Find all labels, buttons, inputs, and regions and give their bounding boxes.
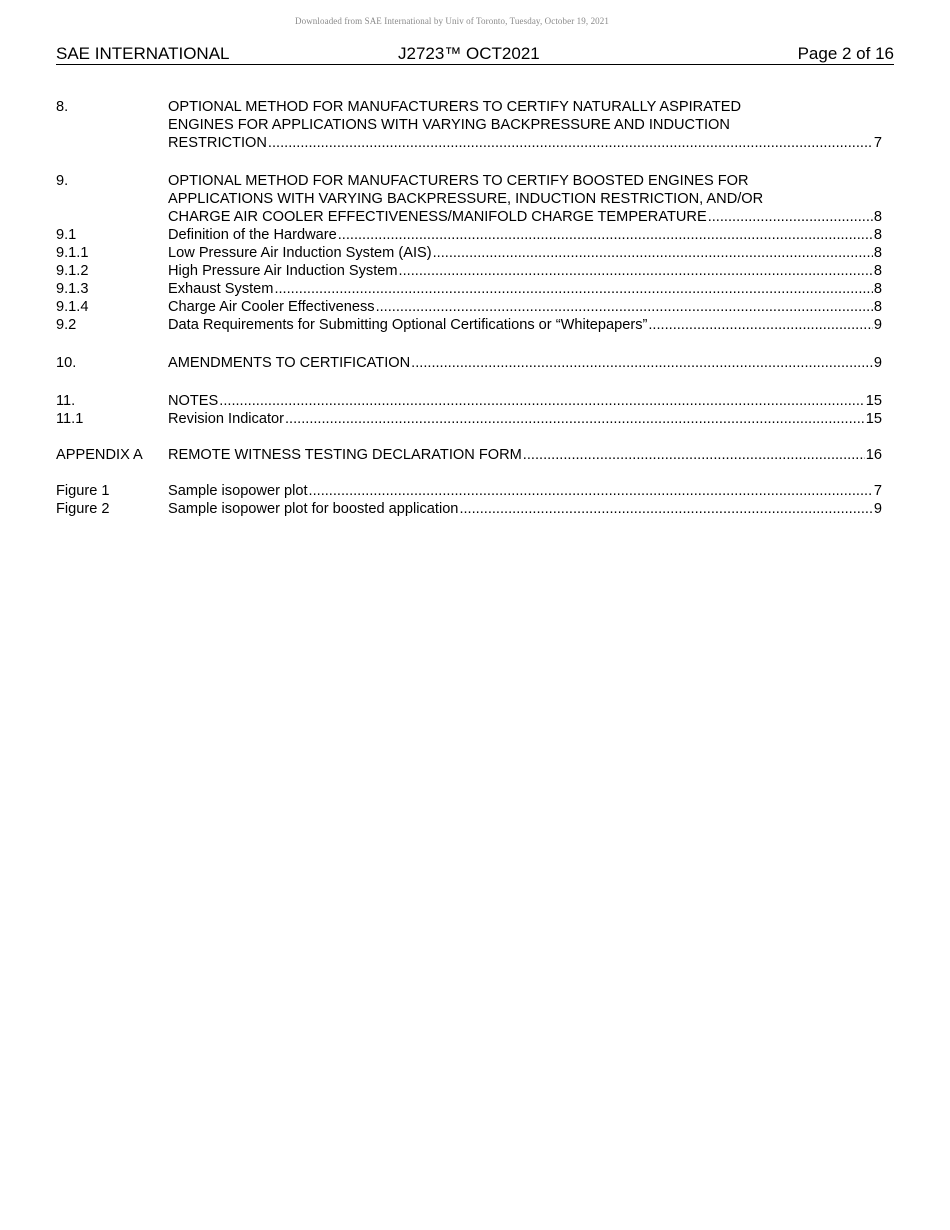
toc-leader (523, 446, 865, 464)
toc-entry-appendix-a[interactable] (56, 446, 882, 464)
toc-number: 9.1.4 (56, 299, 89, 315)
toc-page: 8 (873, 245, 882, 261)
toc-page: 9 (873, 501, 882, 517)
toc-page: 8 (873, 209, 882, 225)
toc-page: 15 (865, 393, 882, 409)
toc-number: 9.1 (56, 227, 77, 243)
toc-entry-11-1[interactable] (56, 410, 882, 428)
toc-title: High Pressure Air Induction System (168, 263, 398, 279)
toc-entry-9-1-1[interactable] (56, 244, 882, 262)
table-of-contents (56, 98, 882, 518)
toc-number: 10. (56, 355, 77, 371)
toc-leader (708, 208, 873, 226)
toc-title: CHARGE AIR COOLER EFFECTIVENESS/MANIFOLD CHARGE TEMPERATURE (168, 209, 707, 225)
toc-number: 11.1 (56, 411, 84, 427)
toc-number: 9. (56, 173, 69, 189)
toc-title: NOTES (168, 393, 219, 409)
toc-leader (274, 280, 872, 298)
toc-number: 9.2 (56, 317, 77, 333)
toc-leader (433, 244, 873, 262)
toc-title: REMOTE WITNESS TESTING DECLARATION FORM (168, 447, 522, 463)
toc-number: 8. (56, 99, 69, 115)
toc-entry-11[interactable] (56, 392, 882, 410)
toc-entry-figure-2[interactable] (56, 500, 882, 518)
toc-title: Low Pressure Air Induction System (AIS) (168, 245, 432, 261)
toc-entry-9-1-2[interactable] (56, 262, 882, 280)
toc-number: 9.1.1 (56, 245, 89, 261)
toc-leader (219, 392, 864, 410)
toc-page: 15 (865, 411, 882, 427)
toc-entry-9-2[interactable] (56, 316, 882, 334)
toc-leader (411, 354, 873, 372)
toc-page: 8 (873, 299, 882, 315)
toc-entry-10[interactable] (56, 354, 882, 372)
toc-leader (648, 316, 873, 334)
toc-leader (399, 262, 873, 280)
toc-leader (459, 500, 872, 518)
toc-title: AMENDMENTS TO CERTIFICATION (168, 355, 411, 371)
toc-entry-8[interactable] (56, 98, 882, 152)
toc-entry-9-1-3[interactable] (56, 280, 882, 298)
toc-page: 9 (873, 355, 882, 371)
page-header (56, 44, 894, 65)
toc-leader (338, 226, 873, 244)
toc-page: 8 (873, 281, 882, 297)
toc-page: 8 (873, 263, 882, 279)
toc-entry-9[interactable] (56, 172, 882, 226)
toc-title: Data Requirements for Submitting Optional Certifications or “Whitepapers” (168, 317, 648, 333)
toc-title: Sample isopower plot for boosted application (168, 501, 459, 517)
toc-number: 9.1.3 (56, 281, 89, 297)
toc-number: Figure 1 (56, 483, 110, 499)
toc-number: 9.1.2 (56, 263, 89, 279)
page-number: Page 2 of 16 (797, 44, 894, 63)
toc-page: 7 (873, 135, 882, 151)
toc-leader (309, 482, 873, 500)
toc-entry-9-1[interactable] (56, 226, 882, 244)
toc-title-line: ENGINES FOR APPLICATIONS WITH VARYING BACKPRESSURE AND INDUCTION (168, 117, 730, 133)
toc-number: APPENDIX A (56, 447, 143, 463)
toc-title-line: OPTIONAL METHOD FOR MANUFACTURERS TO CERTIFY BOOSTED ENGINES FOR (168, 173, 749, 189)
toc-title-line: APPLICATIONS WITH VARYING BACKPRESSURE, INDUCTION RESTRICTION, AND/OR (168, 191, 764, 207)
toc-entry-figure-1[interactable] (56, 482, 882, 500)
toc-title: Charge Air Cooler Effectiveness (168, 299, 375, 315)
toc-page: 16 (865, 447, 882, 463)
toc-leader (268, 134, 873, 152)
toc-title: Revision Indicator (168, 411, 284, 427)
toc-number: 11. (56, 393, 76, 409)
toc-page: 7 (873, 483, 882, 499)
toc-title: RESTRICTION (168, 135, 267, 151)
toc-title: Sample isopower plot (168, 483, 308, 499)
toc-title-line: OPTIONAL METHOD FOR MANUFACTURERS TO CERTIFY NATURALLY ASPIRATED (168, 99, 742, 115)
toc-leader (376, 298, 873, 316)
document-id: J2723™ OCT2021 (398, 44, 540, 63)
toc-entry-9-1-4[interactable] (56, 298, 882, 316)
publisher-name: SAE INTERNATIONAL (56, 44, 230, 63)
toc-title: Definition of the Hardware (168, 227, 337, 243)
toc-number: Figure 2 (56, 501, 110, 517)
download-watermark: Downloaded from SAE International by Univ of Toronto, Tuesday, October 19, 2021 (295, 16, 609, 26)
toc-page: 9 (873, 317, 882, 333)
toc-page: 8 (873, 227, 882, 243)
toc-title: Exhaust System (168, 281, 274, 297)
toc-leader (285, 410, 865, 428)
